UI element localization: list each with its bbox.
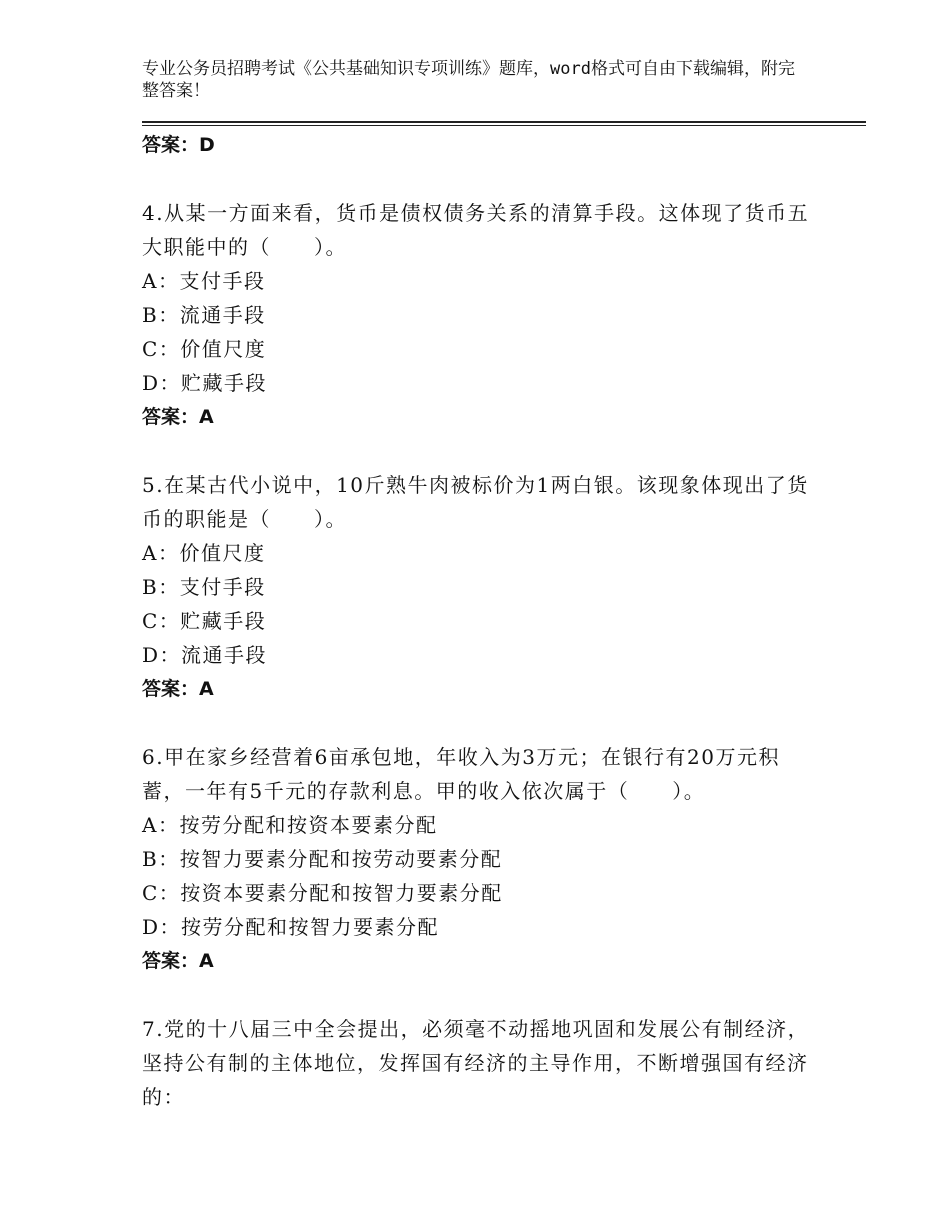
answer-line: 答案：D (142, 134, 215, 156)
question-block-5 (142, 468, 822, 706)
option-a: A：价值尺度 (142, 541, 266, 565)
question-text: 6.甲在家乡经营着6亩承包地，年收入为3万元；在银行有20万元积蓄，一年有5千元的存款利息。甲的收入依次属于（ ）。 (142, 745, 780, 803)
question-block-4 (142, 196, 822, 434)
option-c: C：贮藏手段 (142, 609, 267, 633)
option-d: D：按劳分配和按智力要素分配 (142, 915, 440, 939)
question-text: 7.党的十八届三中全会提出，必须毫不动摇地巩固和发展公有制经济，坚持公有制的主体地位，发挥国有经济的主导作用，不断增强国有经济的： (142, 1017, 810, 1109)
question-list (142, 128, 822, 1114)
option-b: B：支付手段 (142, 575, 266, 599)
option-b: B：按智力要素分配和按劳动要素分配 (142, 847, 503, 871)
question-block-6 (142, 740, 822, 978)
header-rule-thin (142, 125, 866, 126)
page-header: 专业公务员招聘考试《公共基础知识专项训练》题库，word格式可自由下载编辑，附完整答案！ (142, 59, 795, 101)
option-a: A：按劳分配和按资本要素分配 (142, 813, 438, 837)
answer-line: 答案：A (142, 950, 214, 972)
option-a: A：支付手段 (142, 269, 266, 293)
answer-line: 答案：A (142, 678, 214, 700)
question-text: 4.从某一方面来看，货币是债权债务关系的清算手段。这体现了货币五大职能中的（ ）。 (142, 201, 810, 259)
option-d: D：流通手段 (142, 643, 268, 667)
question-text: 5.在某古代小说中，10斤熟牛肉被标价为1两白银。该现象体现出了货币的职能是（ ）。 (142, 473, 809, 531)
option-d: D：贮藏手段 (142, 371, 268, 395)
option-c: C：价值尺度 (142, 337, 267, 361)
answer-line: 答案：A (142, 406, 214, 428)
header-rule-thick (142, 121, 866, 123)
option-c: C：按资本要素分配和按智力要素分配 (142, 881, 503, 905)
option-b: B：流通手段 (142, 303, 266, 327)
question-block-7 (142, 1012, 822, 1114)
